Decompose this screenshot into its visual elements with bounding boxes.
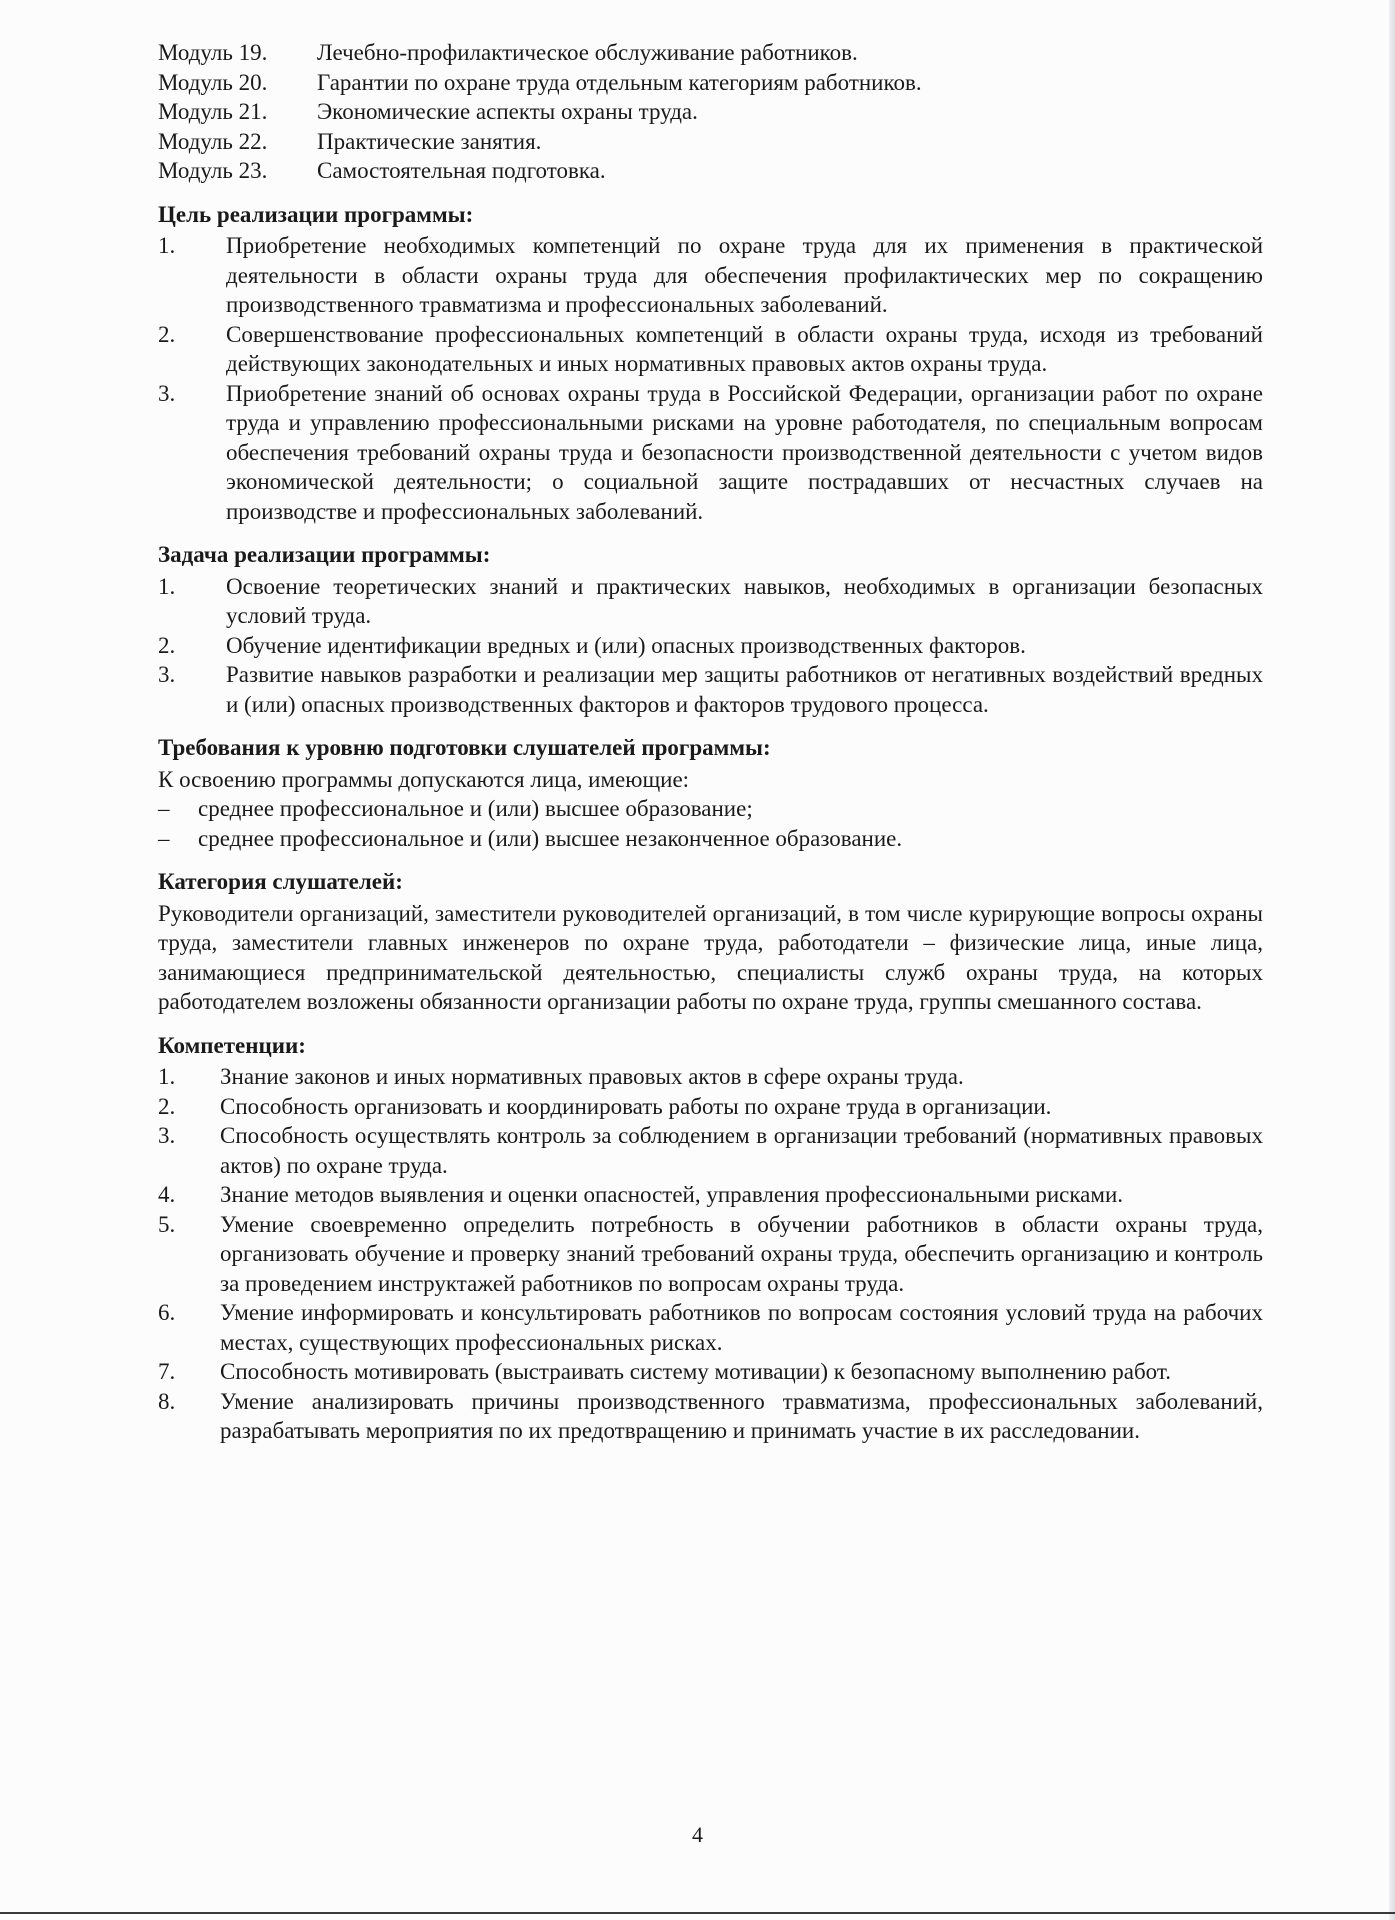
item-number: 1. bbox=[158, 573, 176, 599]
requirements-list bbox=[158, 794, 1263, 853]
item-number: 3. bbox=[158, 380, 176, 406]
competencies-heading: Компетенции: bbox=[158, 1032, 306, 1058]
list-item bbox=[158, 1210, 1263, 1299]
item-text: Способность мотивировать (выстраивать систему мотивации) к безопасному выполнению работ. bbox=[220, 1359, 1171, 1384]
module-title: Гарантии по охране труда отдельным категориям работников. bbox=[317, 69, 922, 95]
item-text: Знание законов и иных нормативных правовых актов в сфере охраны труда. bbox=[220, 1064, 964, 1089]
goal-heading: Цель реализации программы: bbox=[158, 201, 474, 227]
module-row bbox=[158, 156, 1263, 186]
item-text: Развитие навыков разработки и реализации мер защиты работников от негативных воздействий вредных и (или) опасных производственных факторов и факторов трудового процесса. bbox=[226, 662, 1263, 717]
item-text: Совершенствование профессиональных компетенций в области охраны труда, исходя из требований действующих законодательных и иных нормативных правовых актов охраны труда. bbox=[226, 321, 1263, 376]
list-item bbox=[158, 1298, 1263, 1357]
module-number: Модуль 21. bbox=[158, 99, 268, 124]
module-title: Экономические аспекты охраны труда. bbox=[317, 99, 698, 124]
item-text: Освоение теоретических знаний и практических навыков, необходимых в организации безопасных условий труда. bbox=[226, 573, 1263, 628]
item-text: Знание методов выявления и оценки опасностей, управления профессиональными рисками. bbox=[220, 1182, 1124, 1207]
dash-bullet: – bbox=[158, 825, 170, 851]
list-item bbox=[158, 1092, 1263, 1122]
module-row bbox=[158, 68, 1263, 98]
item-number: 2. bbox=[158, 1093, 176, 1119]
item-number: 3. bbox=[158, 1123, 176, 1148]
document-body bbox=[158, 38, 1263, 1446]
item-text: Способность осуществлять контроль за соблюдением в организации требований (нормативных правовых актов) по охране труда. bbox=[220, 1123, 1263, 1178]
scan-edge-line bbox=[0, 1912, 1395, 1914]
module-number: Модуль 20. bbox=[158, 69, 268, 95]
page-number: 4 bbox=[692, 1822, 703, 1847]
item-text: среднее профессиональное и (или) высшее незаконченное образование. bbox=[198, 825, 903, 851]
item-text: среднее профессиональное и (или) высшее образование; bbox=[198, 796, 753, 821]
list-item bbox=[158, 824, 1263, 854]
list-item bbox=[158, 1387, 1263, 1446]
item-number: 3. bbox=[158, 662, 176, 687]
list-item bbox=[158, 231, 1263, 320]
list-item bbox=[158, 320, 1263, 379]
dash-bullet: – bbox=[158, 796, 170, 821]
item-text: Обучение идентификации вредных и (или) опасных производственных факторов. bbox=[226, 632, 1026, 658]
list-item bbox=[158, 660, 1263, 719]
list-item bbox=[158, 572, 1263, 631]
goal-list bbox=[158, 231, 1263, 526]
module-row bbox=[158, 38, 1263, 68]
item-number: 7. bbox=[158, 1359, 176, 1384]
module-title: Самостоятельная подготовка. bbox=[317, 158, 606, 183]
item-text: Умение анализировать причины производственного травматизма, профессиональных заболеваний, разрабатывать мероприятия по их предотвращению и принимать участие в их расследовании. bbox=[220, 1388, 1263, 1443]
item-text: Умение своевременно определить потребность в обучении работников в области охраны труда, организовать обучение и проверку знаний требований охраны труда, обеспечить организацию и контроль за проведением инструктажей работников по вопросам охраны труда. bbox=[220, 1211, 1263, 1296]
category-heading: Категория слушателей: bbox=[158, 869, 403, 894]
item-text: Способность организовать и координировать работы по охране труда в организации. bbox=[220, 1093, 1052, 1119]
scan-edge bbox=[1389, 0, 1395, 1920]
task-heading: Задача реализации программы: bbox=[158, 542, 491, 567]
item-text: Приобретение знаний об основах охраны труда в Российской Федерации, организации работ по охране труда и управлению профессиональными рисками на уровне работодателя, по специальным вопросам обеспечения требований охраны труда и безопасности производственной деятельности с учетом видов экономической деятельности; о социальной защите пострадавших от несчастных случаев на производстве и профессиональных заболеваний. bbox=[226, 380, 1263, 524]
item-text: Приобретение необходимых компетенций по охране труда для их применения в практической деятельности в области охраны труда для обеспечения профилактических мер по сокращению производственного травматизма и профессиональных заболеваний. bbox=[226, 233, 1263, 317]
item-text: Умение информировать и консультировать работников по вопросам состояния условий труда на рабочих местах, существующих профессиональных рисках. bbox=[220, 1300, 1263, 1355]
item-number: 2. bbox=[158, 632, 176, 658]
list-item bbox=[158, 631, 1263, 661]
module-row bbox=[158, 127, 1263, 157]
item-number: 5. bbox=[158, 1211, 176, 1237]
requirements-heading: Требования к уровню подготовки слушателей программы: bbox=[158, 735, 771, 760]
list-item bbox=[158, 1121, 1263, 1180]
item-number: 4. bbox=[158, 1182, 176, 1207]
list-item bbox=[158, 1062, 1263, 1092]
module-row bbox=[158, 97, 1263, 127]
category-text: Руководители организаций, заместители руководителей организаций, в том числе курирующие вопросы охраны труда, заместители главных инженеров по охране труда, работодатели – физические лица, иные лица, занимающиеся предпринимательской деятельностью, специалисты служб охраны труда, на которых работодателем возложены обязанности организации работы по охране труда, группы смешанного состава. bbox=[158, 900, 1263, 1014]
competencies-list bbox=[158, 1062, 1263, 1446]
item-number: 1. bbox=[158, 1064, 176, 1089]
list-item bbox=[158, 1357, 1263, 1387]
list-item bbox=[158, 379, 1263, 527]
module-title: Лечебно-профилактическое обслуживание работников. bbox=[317, 40, 858, 65]
module-number: Модуль 19. bbox=[158, 40, 268, 65]
requirements-intro: К освоению программы допускаются лица, имеющие: bbox=[158, 766, 690, 792]
item-number: 1. bbox=[158, 233, 176, 258]
list-item bbox=[158, 794, 1263, 824]
item-number: 6. bbox=[158, 1300, 176, 1325]
list-item bbox=[158, 1180, 1263, 1210]
module-list bbox=[158, 38, 1263, 186]
item-number: 8. bbox=[158, 1388, 176, 1414]
task-list bbox=[158, 572, 1263, 720]
module-number: Модуль 23. bbox=[158, 158, 268, 183]
module-title: Практические занятия. bbox=[317, 128, 542, 154]
module-number: Модуль 22. bbox=[158, 128, 268, 154]
item-number: 2. bbox=[158, 321, 176, 347]
